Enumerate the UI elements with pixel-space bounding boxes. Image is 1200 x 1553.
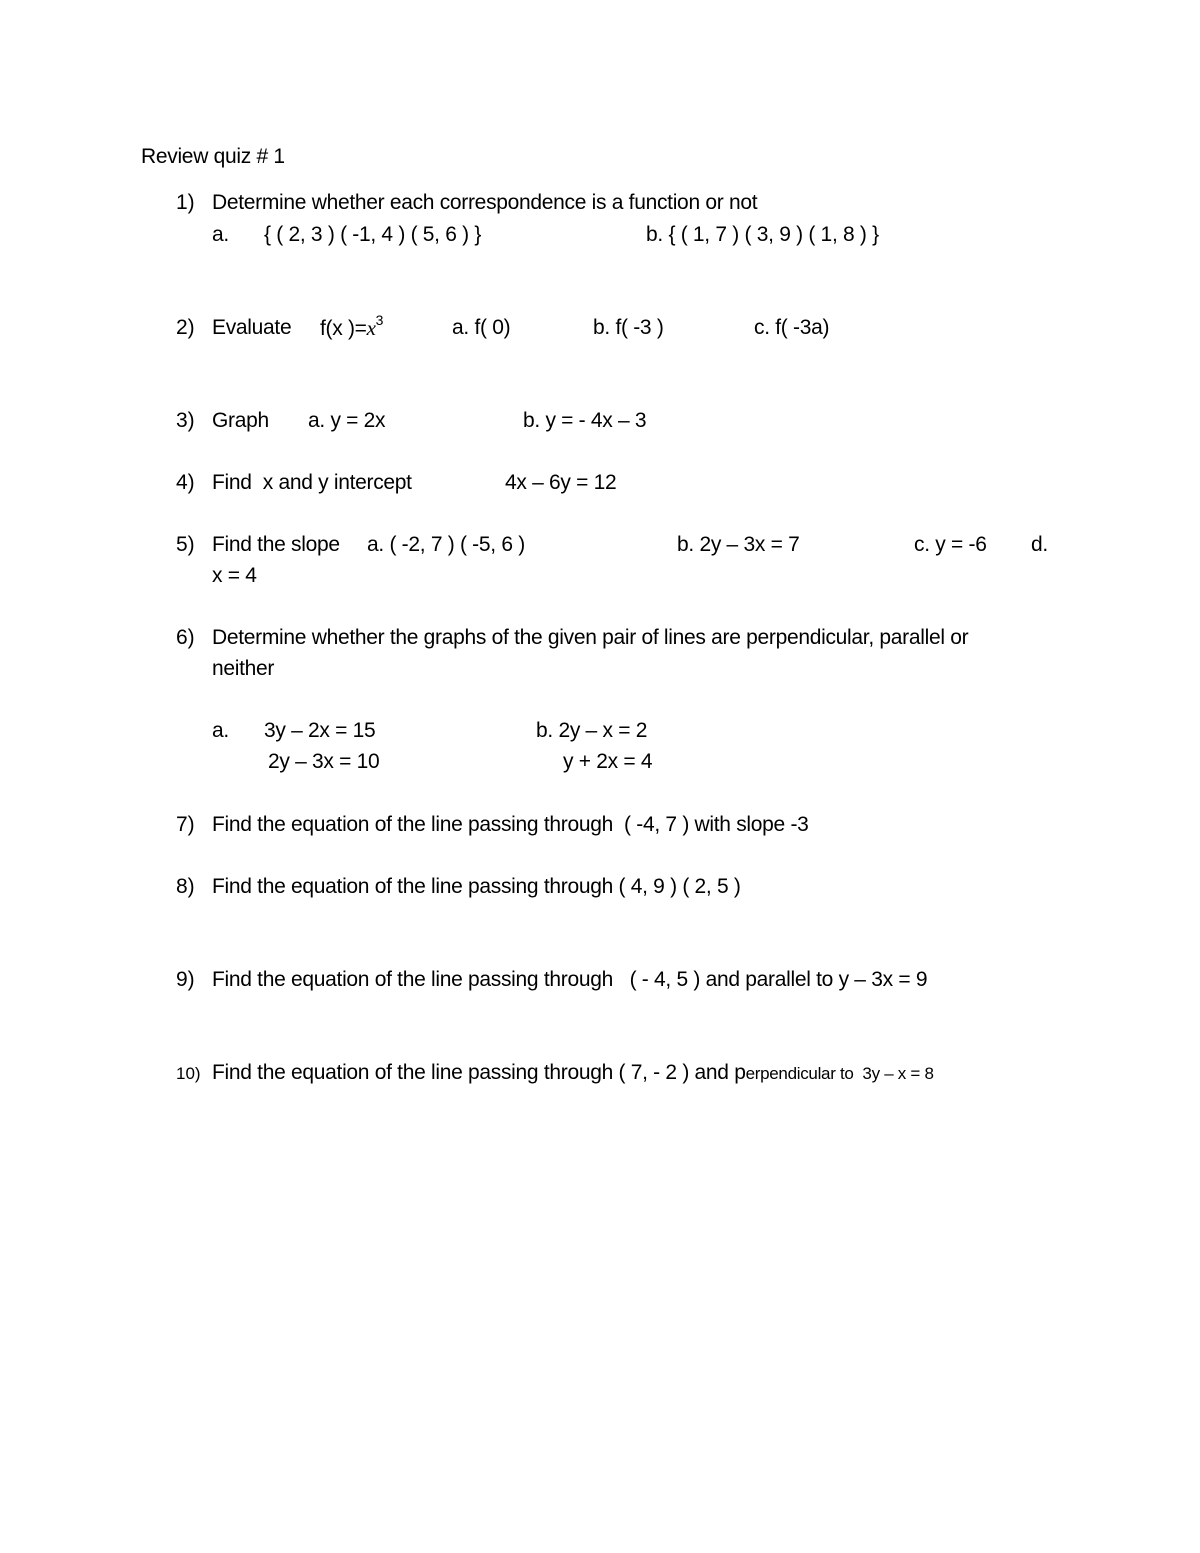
- function-definition: [320, 312, 384, 342]
- question-text: Determine whether each correspondence is a function or not: [212, 191, 758, 214]
- function-prefix: f(x )=: [320, 317, 367, 340]
- function-exponent: 3: [375, 312, 384, 328]
- option-d: x = 4: [212, 564, 257, 587]
- question-number: 3): [176, 409, 195, 432]
- question-number: 4): [176, 471, 195, 494]
- option-a: a. f( 0): [452, 316, 511, 339]
- option-b: b. 2y – 3x = 7: [677, 533, 800, 556]
- question-number: 7): [176, 813, 195, 836]
- question-label: Find the slope: [212, 533, 340, 556]
- question-text-small: erpendicular to 3y – x = 8: [745, 1064, 934, 1083]
- question-number: 8): [176, 875, 195, 898]
- function-variable: x: [366, 316, 376, 340]
- question-number: 2): [176, 316, 195, 339]
- question-text: Find the equation of the line passing through ( 4, 9 ) ( 2, 5 ): [212, 875, 741, 898]
- option-b-equation-2: y + 2x = 4: [563, 750, 653, 773]
- option-a: a. ( -2, 7 ) ( -5, 6 ): [367, 533, 525, 556]
- question-text-line-1: Determine whether the graphs of the given pair of lines are perpendicular, parallel or: [212, 626, 969, 649]
- question-text: Find the equation of the line passing through ( - 4, 5 ) and parallel to y – 3x = 9: [212, 968, 928, 991]
- option-b: b. y = - 4x – 3: [523, 409, 647, 432]
- option-label-a: a.: [212, 223, 229, 246]
- question-text: Find the equation of the line passing through ( -4, 7 ) with slope -3: [212, 813, 809, 836]
- option-a: { ( 2, 3 ) ( -1, 4 ) ( 5, 6 ) }: [264, 223, 482, 246]
- option-a-equation-1: 3y – 2x = 15: [264, 719, 376, 742]
- equation: 4x – 6y = 12: [505, 471, 617, 494]
- option-b: b. { ( 1, 7 ) ( 3, 9 ) ( 1, 8 ) }: [646, 223, 879, 246]
- option-a: a. y = 2x: [308, 409, 386, 432]
- page-title: Review quiz # 1: [141, 145, 285, 168]
- option-c: c. f( -3a): [754, 316, 830, 339]
- option-b-equation-1: b. 2y – x = 2: [536, 719, 648, 742]
- question-number: 1): [176, 191, 195, 214]
- question-number: 9): [176, 968, 195, 991]
- question-text-main: Find the equation of the line passing through ( 7, - 2 ) and p: [212, 1061, 746, 1084]
- question-number: 5): [176, 533, 195, 556]
- question-label: Graph: [212, 409, 269, 432]
- question-text: [212, 1060, 934, 1087]
- question-text-line-2: neither: [212, 657, 275, 680]
- option-b: b. f( -3 ): [593, 316, 664, 339]
- option-label-d: d.: [1031, 533, 1048, 556]
- question-label: Evaluate: [212, 316, 292, 339]
- option-c: c. y = -6: [914, 533, 987, 556]
- question-number: 6): [176, 626, 195, 649]
- option-a-equation-2: 2y – 3x = 10: [268, 750, 380, 773]
- question-label: Find x and y intercept: [212, 471, 412, 494]
- question-number: 10): [176, 1064, 201, 1083]
- option-label-a: a.: [212, 719, 229, 742]
